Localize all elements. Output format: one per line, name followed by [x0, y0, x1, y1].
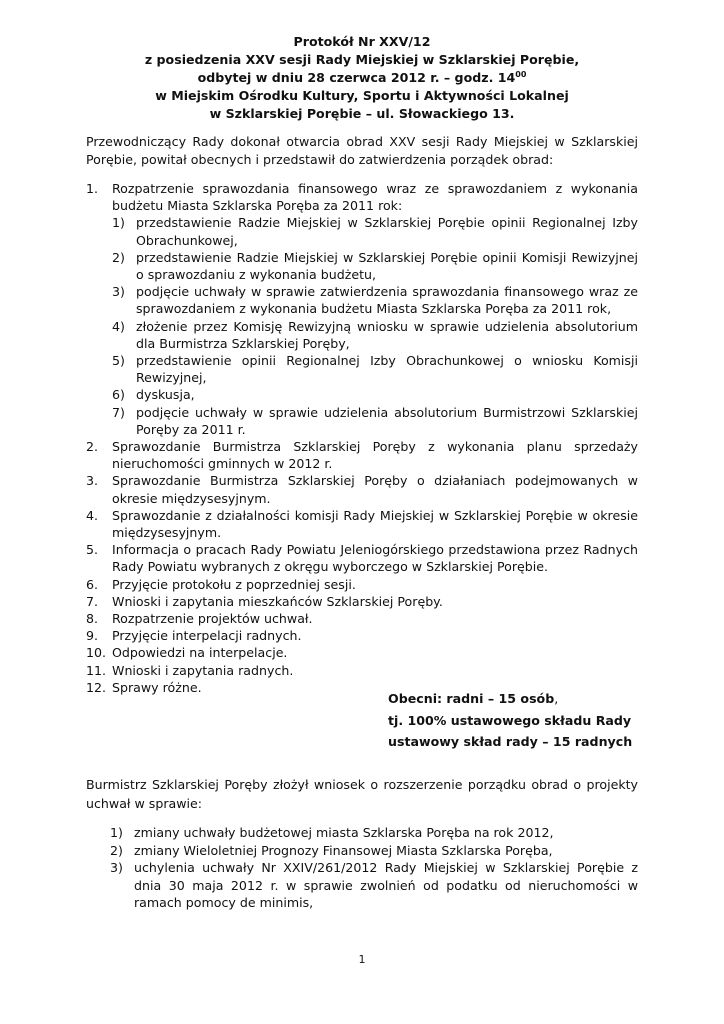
header-venue-line: w Miejskim Ośrodku Kultury, Sportu i Aktywności Lokalnej — [155, 88, 569, 103]
agenda-item-text: Wnioski i zapytania mieszkańców Szklarskiej Poręby. — [112, 593, 443, 609]
agenda-subitem — [112, 249, 638, 283]
agenda-item-text: Sprawy różne. — [112, 679, 202, 695]
motion-item-number: 2) — [110, 842, 123, 858]
page-number: 1 — [358, 953, 366, 966]
motion-item-text: uchylenia uchwały Nr XXIV/261/2012 Rady Miejskiej w Szklarskiej Porębie z dnia 30 maja 2012 r. w sprawie zwolnień od podatku od nieruchomości w ramach pomocy de minimis, — [134, 860, 638, 910]
header-address-line: w Szklarskiej Porębie – ul. Słowackiego 13. — [209, 106, 515, 121]
agenda-subitem-text: podjęcie uchwały w sprawie zatwierdzenia sprawozdania finansowego wraz ze sprawozdaniem z wykonania budżetu Miasta Szklarska Poręba za 2011 rok, — [136, 284, 638, 317]
agenda-item-number: 10. — [86, 645, 107, 661]
agenda-item-text: Informacja o pracach Rady Powiatu Jeleniogórskiego przedstawiona przez Radnych Rady Powiatu wybranych z okręgu wyborczego w Szklarskiej Porębie. — [112, 542, 638, 575]
agenda-subitem-number: 7) — [112, 404, 125, 420]
agenda-subitem-text: przedstawienie Radzie Miejskiej w Szklarskiej Porębie opinii Regionalnej Izby Obrachunkowej, — [136, 215, 638, 248]
agenda-subitem-text: dyskusja, — [136, 387, 195, 403]
motion-item — [110, 859, 638, 912]
agenda-item-number: 2. — [86, 439, 99, 455]
agenda-item — [86, 576, 638, 593]
agenda-item-number: 7. — [86, 593, 99, 609]
agenda-item-text: Rozpatrzenie projektów uchwał. — [112, 611, 313, 627]
attendance-percentage: tj. 100% ustawowego składu Rady — [388, 712, 632, 728]
agenda-subitem-number: 1) — [112, 215, 125, 231]
agenda-item — [86, 438, 638, 472]
agenda-subitem — [112, 283, 638, 317]
agenda-subitem — [112, 352, 638, 386]
agenda-item — [86, 644, 638, 661]
agenda-item — [86, 593, 638, 610]
agenda-subitem-number: 2) — [112, 249, 125, 265]
agenda-item-number: 9. — [86, 628, 99, 644]
agenda-item-number: 11. — [86, 662, 107, 678]
attendance-present-suffix: , — [554, 691, 559, 706]
agenda-item-number: 3. — [86, 473, 99, 489]
protocol-title: Protokół Nr XXV/12 — [293, 34, 431, 49]
header-time-minutes: 00 — [515, 70, 527, 79]
header-session-line: z posiedzenia XXV sesji Rady Miejskiej w Szklarskiej Porębie, — [144, 52, 580, 67]
agenda-item-text: Sprawozdanie Burmistrza Szklarskiej Poręby z wykonania planu sprzedaży nieruchomości gminnych w 2012 r. — [112, 439, 638, 472]
agenda-subitem-text: przedstawienie opinii Regionalnej Izby Obrachunkowej o wniosku Komisji Rewizyjnej, — [136, 353, 638, 386]
agenda-subitem — [112, 404, 638, 438]
motion-paragraph: Burmistrz Szklarskiej Poręby złożył wniosek o rozszerzenie porządku obrad o projekty uchwał w sprawie: — [86, 777, 638, 811]
agenda-subitem — [112, 214, 638, 248]
agenda-item-number: 12. — [86, 679, 107, 695]
attendance-block — [388, 688, 632, 753]
header-date-line — [86, 69, 638, 87]
agenda-item — [86, 541, 638, 575]
agenda-subitem-text: przedstawienie Radzie Miejskiej w Szklarskiej Porębie opinii Komisji Rewizyjnej o sprawozdaniu z wykonania budżetu, — [136, 249, 638, 283]
agenda-item — [86, 610, 638, 627]
attendance-statutory: ustawowy skład rady – 15 radnych — [388, 734, 633, 749]
agenda-item-number: 1. — [86, 181, 99, 196]
agenda-item-text: Rozpatrzenie sprawozdania finansowego wraz ze sprawozdaniem z wykonania budżetu Miasta Szklarska Poręba za 2011 rok: — [112, 181, 638, 214]
agenda-item-text: Sprawozdanie z działalności komisji Rady Miejskiej w Szklarskiej Porębie w okresie międzysesyjnym. — [112, 507, 638, 541]
motion-item-text: zmiany Wieloletniej Prognozy Finansowej Miasta Szklarska Poręba, — [134, 842, 553, 858]
motion-item — [110, 824, 638, 842]
agenda-subitem-number: 6) — [112, 387, 125, 403]
attendance-present-text: Obecni: radni – 15 osób — [388, 691, 555, 706]
header-date-text: odbytej w dniu 28 czerwca 2012 r. – godz. 14 — [197, 70, 516, 85]
agenda-subitem-text: złożenie przez Komisję Rewizyjną wniosku w sprawie udzielenia absolutorium dla Burmistrza Szklarskiej Poręby, — [136, 318, 638, 351]
motion-list — [110, 824, 638, 912]
agenda-subitem-text: podjęcie uchwały w sprawie udzielenia absolutorium Burmistrzowi Szklarskiej Poręby za 2011 r. — [136, 404, 638, 437]
agenda-item — [86, 472, 638, 506]
agenda-item — [86, 627, 638, 644]
agenda-list — [86, 180, 638, 696]
agenda-item-number: 8. — [86, 611, 99, 627]
agenda-item-number: 5. — [86, 542, 99, 558]
agenda-subitem — [112, 318, 638, 352]
agenda-subitem — [112, 386, 638, 403]
motion-item — [110, 842, 638, 860]
agenda-item — [86, 180, 638, 438]
agenda-subitem-number: 5) — [112, 353, 125, 369]
agenda-item-number: 4. — [86, 507, 99, 523]
agenda-sublist — [112, 214, 638, 438]
agenda-subitem-number: 3) — [112, 284, 125, 300]
protocol-header — [86, 33, 638, 123]
agenda-item-text: Przyjęcie interpelacji radnych. — [112, 628, 302, 644]
motion-item-number: 1) — [110, 825, 123, 840]
agenda-item-number: 6. — [86, 576, 99, 592]
intro-paragraph: Przewodniczący Rady dokonał otwarcia obrad XXV sesji Rady Miejskiej w Szklarskiej Porębie, powitał obecnych i przedstawił do zatwierdzenia porządek obrad: — [86, 134, 638, 167]
agenda-item-text: Odpowiedzi na interpelacje. — [112, 645, 288, 661]
motion-item-number: 3) — [110, 860, 123, 875]
motion-item-text: zmiany uchwały budżetowej miasta Szklarska Poręba na rok 2012, — [134, 825, 554, 840]
attendance-present — [388, 688, 632, 710]
agenda-item — [86, 507, 638, 541]
agenda-item-text: Przyjęcie protokołu z poprzedniej sesji. — [112, 576, 356, 592]
agenda-item — [86, 662, 638, 679]
agenda-item-text: Sprawozdanie Burmistrza Szklarskiej Poręby o działaniach podejmowanych w okresie międzysesyjnym. — [112, 473, 638, 506]
agenda-item-text: Wnioski i zapytania radnych. — [112, 662, 294, 678]
agenda-subitem-number: 4) — [112, 318, 125, 334]
